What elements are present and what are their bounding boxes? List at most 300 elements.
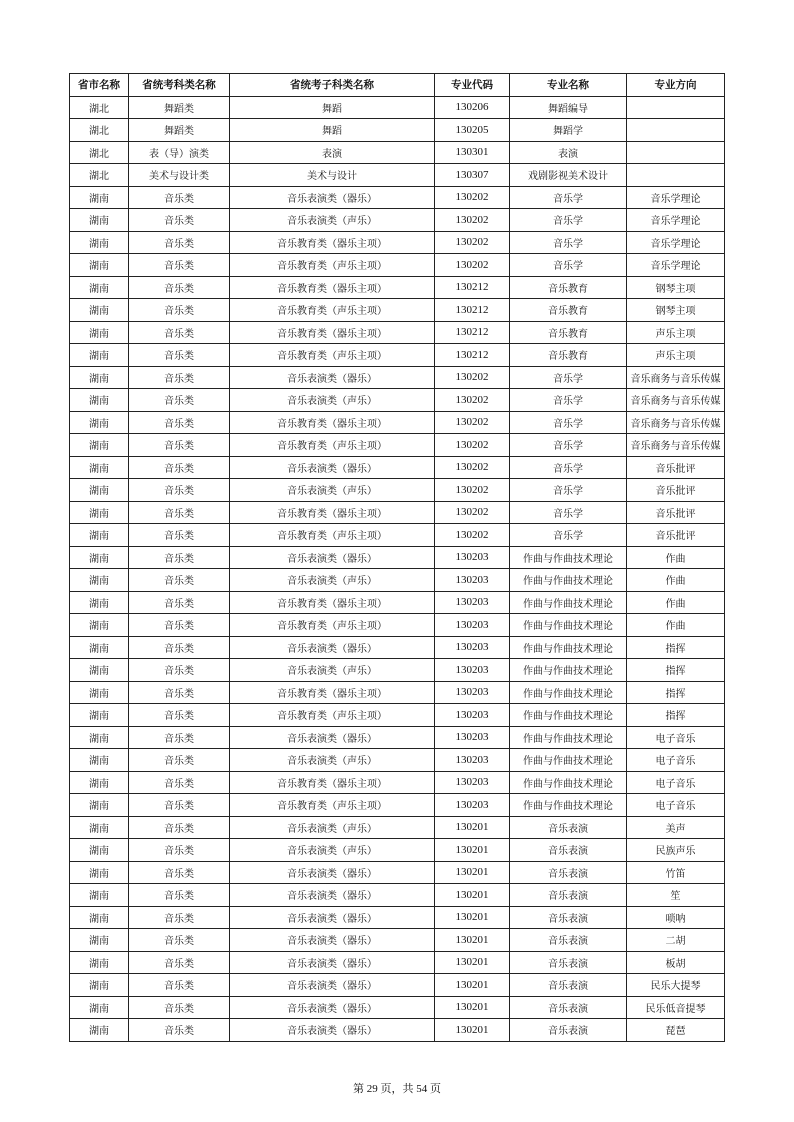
cell-province: 湖南 — [70, 569, 129, 592]
cell-subcategory: 音乐表演类（器乐） — [230, 861, 435, 884]
cell-category: 音乐类 — [129, 839, 230, 862]
cell-major-direction: 音乐商务与音乐传媒 — [627, 366, 725, 389]
cell-subcategory: 舞蹈 — [230, 119, 435, 142]
cell-subcategory: 音乐表演类（器乐） — [230, 884, 435, 907]
cell-subcategory: 音乐表演类（声乐） — [230, 479, 435, 502]
cell-major-name: 音乐学 — [510, 434, 627, 457]
cell-subcategory: 音乐教育类（声乐主项） — [230, 524, 435, 547]
cell-subcategory: 音乐教育类（器乐主项） — [230, 591, 435, 614]
cell-major-direction: 声乐主项 — [627, 344, 725, 367]
cell-major-direction — [627, 141, 725, 164]
cell-major-direction: 电子音乐 — [627, 794, 725, 817]
cell-major-direction: 指挥 — [627, 659, 725, 682]
cell-major-name: 舞蹈学 — [510, 119, 627, 142]
cell-major-name: 音乐表演 — [510, 884, 627, 907]
cell-major-name: 音乐教育 — [510, 321, 627, 344]
cell-category: 音乐类 — [129, 996, 230, 1019]
cell-category: 音乐类 — [129, 659, 230, 682]
table-row — [70, 636, 725, 659]
cell-province: 湖南 — [70, 996, 129, 1019]
cell-category: 音乐类 — [129, 231, 230, 254]
cell-major-code: 130203 — [435, 704, 510, 727]
cell-subcategory: 音乐教育类（器乐主项） — [230, 231, 435, 254]
cell-major-code: 130201 — [435, 884, 510, 907]
cell-major-direction: 指挥 — [627, 636, 725, 659]
cell-category: 美术与设计类 — [129, 164, 230, 187]
cell-major-name: 作曲与作曲技术理论 — [510, 569, 627, 592]
cell-province: 湖南 — [70, 501, 129, 524]
cell-subcategory: 音乐教育类（器乐主项） — [230, 501, 435, 524]
cell-province: 湖南 — [70, 681, 129, 704]
cell-major-code: 130201 — [435, 951, 510, 974]
cell-major-direction: 电子音乐 — [627, 726, 725, 749]
cell-major-name: 作曲与作曲技术理论 — [510, 749, 627, 772]
cell-major-code: 130307 — [435, 164, 510, 187]
cell-province: 湖南 — [70, 479, 129, 502]
cell-major-direction: 作曲 — [627, 546, 725, 569]
cell-subcategory: 音乐表演类（声乐） — [230, 749, 435, 772]
cell-province: 湖南 — [70, 749, 129, 772]
cell-major-code: 130203 — [435, 569, 510, 592]
table-row — [70, 479, 725, 502]
cell-major-name: 音乐表演 — [510, 816, 627, 839]
cell-subcategory: 音乐教育类（器乐主项） — [230, 321, 435, 344]
cell-province: 湖南 — [70, 366, 129, 389]
cell-major-name: 戏剧影视美术设计 — [510, 164, 627, 187]
cell-major-code: 130206 — [435, 96, 510, 119]
cell-major-code: 130201 — [435, 839, 510, 862]
cell-major-code: 130202 — [435, 254, 510, 277]
table-row — [70, 411, 725, 434]
cell-category: 音乐类 — [129, 704, 230, 727]
cell-province: 湖南 — [70, 299, 129, 322]
cell-subcategory: 音乐表演类（声乐） — [230, 389, 435, 412]
cell-category: 音乐类 — [129, 884, 230, 907]
cell-major-code: 130202 — [435, 389, 510, 412]
table-row — [70, 929, 725, 952]
cell-major-direction: 板胡 — [627, 951, 725, 974]
cell-major-direction: 美声 — [627, 816, 725, 839]
cell-major-direction: 音乐商务与音乐传媒 — [627, 389, 725, 412]
cell-major-name: 音乐学 — [510, 366, 627, 389]
cell-subcategory: 音乐表演类（声乐） — [230, 816, 435, 839]
cell-major-direction: 作曲 — [627, 614, 725, 637]
cell-major-code: 130203 — [435, 749, 510, 772]
cell-major-code: 130202 — [435, 366, 510, 389]
cell-subcategory: 音乐表演类（器乐） — [230, 929, 435, 952]
cell-subcategory: 音乐表演类（声乐） — [230, 659, 435, 682]
cell-major-direction: 声乐主项 — [627, 321, 725, 344]
cell-major-name: 作曲与作曲技术理论 — [510, 659, 627, 682]
cell-major-name: 音乐学 — [510, 501, 627, 524]
cell-major-code: 130202 — [435, 186, 510, 209]
cell-category: 音乐类 — [129, 726, 230, 749]
cell-province: 湖北 — [70, 141, 129, 164]
cell-major-code: 130212 — [435, 299, 510, 322]
cell-province: 湖南 — [70, 186, 129, 209]
cell-major-direction: 指挥 — [627, 704, 725, 727]
cell-province: 湖南 — [70, 636, 129, 659]
table-row — [70, 141, 725, 164]
cell-subcategory: 音乐表演类（器乐） — [230, 636, 435, 659]
cell-major-name: 音乐学 — [510, 186, 627, 209]
cell-major-code: 130301 — [435, 141, 510, 164]
table-row — [70, 884, 725, 907]
cell-subcategory: 音乐表演类（声乐） — [230, 839, 435, 862]
cell-major-direction: 二胡 — [627, 929, 725, 952]
cell-major-name: 音乐学 — [510, 479, 627, 502]
cell-subcategory: 音乐表演类（声乐） — [230, 209, 435, 232]
cell-category: 舞蹈类 — [129, 119, 230, 142]
cell-category: 音乐类 — [129, 569, 230, 592]
cell-category: 音乐类 — [129, 951, 230, 974]
cell-category: 音乐类 — [129, 614, 230, 637]
cell-major-name: 音乐学 — [510, 456, 627, 479]
cell-major-direction: 音乐学理论 — [627, 209, 725, 232]
table-row — [70, 434, 725, 457]
cell-major-direction: 民乐低音提琴 — [627, 996, 725, 1019]
table-row — [70, 501, 725, 524]
cell-major-direction: 音乐批评 — [627, 479, 725, 502]
cell-subcategory: 音乐教育类（声乐主项） — [230, 794, 435, 817]
cell-major-name: 音乐学 — [510, 411, 627, 434]
header-major-name: 专业名称 — [510, 74, 627, 97]
cell-major-direction — [627, 164, 725, 187]
header-major-code: 专业代码 — [435, 74, 510, 97]
cell-province: 湖南 — [70, 659, 129, 682]
cell-province: 湖南 — [70, 546, 129, 569]
table-row — [70, 164, 725, 187]
cell-major-direction: 音乐学理论 — [627, 254, 725, 277]
cell-category: 音乐类 — [129, 681, 230, 704]
cell-category: 音乐类 — [129, 524, 230, 547]
cell-province: 湖南 — [70, 276, 129, 299]
cell-category: 音乐类 — [129, 546, 230, 569]
table-row — [70, 794, 725, 817]
cell-subcategory: 音乐教育类（声乐主项） — [230, 614, 435, 637]
cell-province: 湖南 — [70, 254, 129, 277]
cell-major-code: 130201 — [435, 861, 510, 884]
cell-major-code: 130202 — [435, 524, 510, 547]
cell-province: 湖南 — [70, 771, 129, 794]
cell-major-direction: 指挥 — [627, 681, 725, 704]
cell-category: 音乐类 — [129, 636, 230, 659]
cell-category: 音乐类 — [129, 501, 230, 524]
cell-category: 音乐类 — [129, 591, 230, 614]
cell-province: 湖南 — [70, 929, 129, 952]
cell-major-code: 130201 — [435, 906, 510, 929]
cell-major-name: 音乐学 — [510, 209, 627, 232]
cell-subcategory: 音乐教育类（声乐主项） — [230, 704, 435, 727]
table-row — [70, 389, 725, 412]
cell-category: 音乐类 — [129, 816, 230, 839]
cell-major-direction: 民族声乐 — [627, 839, 725, 862]
cell-category: 舞蹈类 — [129, 96, 230, 119]
table-row — [70, 524, 725, 547]
table-row — [70, 186, 725, 209]
cell-major-code: 130202 — [435, 456, 510, 479]
cell-subcategory: 舞蹈 — [230, 96, 435, 119]
cell-major-name: 作曲与作曲技术理论 — [510, 681, 627, 704]
cell-subcategory: 音乐表演类（器乐） — [230, 726, 435, 749]
cell-major-name: 音乐表演 — [510, 839, 627, 862]
cell-major-name: 音乐表演 — [510, 906, 627, 929]
cell-subcategory: 音乐表演类（器乐） — [230, 186, 435, 209]
cell-major-code: 130212 — [435, 276, 510, 299]
cell-category: 音乐类 — [129, 434, 230, 457]
cell-major-name: 音乐表演 — [510, 951, 627, 974]
table-row — [70, 569, 725, 592]
cell-major-direction: 电子音乐 — [627, 749, 725, 772]
cell-major-code: 130203 — [435, 681, 510, 704]
cell-major-code: 130202 — [435, 411, 510, 434]
cell-subcategory: 音乐教育类（声乐主项） — [230, 344, 435, 367]
cell-province: 湖南 — [70, 884, 129, 907]
cell-major-name: 作曲与作曲技术理论 — [510, 636, 627, 659]
cell-subcategory: 音乐教育类（器乐主项） — [230, 771, 435, 794]
cell-major-code: 130202 — [435, 231, 510, 254]
cell-major-direction: 音乐批评 — [627, 501, 725, 524]
table-row — [70, 726, 725, 749]
cell-subcategory: 音乐教育类（器乐主项） — [230, 681, 435, 704]
cell-major-name: 作曲与作曲技术理论 — [510, 614, 627, 637]
cell-category: 音乐类 — [129, 254, 230, 277]
table-row — [70, 974, 725, 997]
cell-major-code: 130203 — [435, 614, 510, 637]
cell-province: 湖南 — [70, 231, 129, 254]
cell-subcategory: 音乐表演类（声乐） — [230, 569, 435, 592]
cell-major-direction: 音乐商务与音乐传媒 — [627, 434, 725, 457]
table-row — [70, 209, 725, 232]
table-row — [70, 704, 725, 727]
cell-major-direction: 音乐商务与音乐传媒 — [627, 411, 725, 434]
page-footer: 第 29 页，共 54 页 — [353, 1083, 441, 1095]
cell-subcategory: 音乐教育类（声乐主项） — [230, 299, 435, 322]
table-row — [70, 614, 725, 637]
cell-major-name: 音乐教育 — [510, 276, 627, 299]
cell-major-code: 130203 — [435, 591, 510, 614]
cell-category: 音乐类 — [129, 906, 230, 929]
cell-major-direction: 电子音乐 — [627, 771, 725, 794]
cell-category: 音乐类 — [129, 1019, 230, 1042]
cell-subcategory: 音乐表演类（器乐） — [230, 906, 435, 929]
table-row — [70, 96, 725, 119]
table-row — [70, 254, 725, 277]
cell-category: 音乐类 — [129, 974, 230, 997]
cell-category: 音乐类 — [129, 344, 230, 367]
cell-subcategory: 音乐表演类（器乐） — [230, 974, 435, 997]
cell-category: 音乐类 — [129, 479, 230, 502]
cell-province: 湖南 — [70, 321, 129, 344]
cell-major-name: 音乐表演 — [510, 861, 627, 884]
cell-major-code: 130203 — [435, 771, 510, 794]
cell-province: 湖南 — [70, 794, 129, 817]
cell-major-code: 130202 — [435, 501, 510, 524]
table-row — [70, 276, 725, 299]
cell-category: 音乐类 — [129, 929, 230, 952]
cell-subcategory: 音乐教育类（器乐主项） — [230, 276, 435, 299]
cell-province: 湖南 — [70, 726, 129, 749]
table-row — [70, 816, 725, 839]
table-row — [70, 231, 725, 254]
cell-major-name: 作曲与作曲技术理论 — [510, 726, 627, 749]
table-row — [70, 546, 725, 569]
cell-province: 湖南 — [70, 389, 129, 412]
cell-major-direction: 音乐批评 — [627, 456, 725, 479]
cell-major-name: 作曲与作曲技术理论 — [510, 771, 627, 794]
cell-category: 音乐类 — [129, 794, 230, 817]
cell-category: 音乐类 — [129, 209, 230, 232]
cell-major-direction: 钢琴主项 — [627, 276, 725, 299]
cell-subcategory: 音乐教育类（声乐主项） — [230, 254, 435, 277]
admissions-table — [69, 73, 725, 1042]
cell-subcategory: 音乐表演类（器乐） — [230, 366, 435, 389]
cell-major-name: 作曲与作曲技术理论 — [510, 794, 627, 817]
cell-province: 湖南 — [70, 906, 129, 929]
cell-major-code: 130212 — [435, 344, 510, 367]
cell-province: 湖北 — [70, 164, 129, 187]
cell-subcategory: 美术与设计 — [230, 164, 435, 187]
cell-province: 湖北 — [70, 119, 129, 142]
cell-major-name: 音乐学 — [510, 254, 627, 277]
cell-subcategory: 音乐表演类（器乐） — [230, 951, 435, 974]
cell-subcategory: 音乐表演类（器乐） — [230, 996, 435, 1019]
cell-major-direction: 音乐批评 — [627, 524, 725, 547]
cell-major-name: 音乐表演 — [510, 929, 627, 952]
table-row — [70, 591, 725, 614]
table-row — [70, 771, 725, 794]
cell-major-code: 130203 — [435, 726, 510, 749]
cell-category: 音乐类 — [129, 771, 230, 794]
cell-major-code: 130201 — [435, 996, 510, 1019]
cell-major-direction: 作曲 — [627, 591, 725, 614]
cell-province: 湖南 — [70, 951, 129, 974]
cell-major-direction: 音乐学理论 — [627, 186, 725, 209]
cell-category: 音乐类 — [129, 366, 230, 389]
cell-subcategory: 音乐表演类（器乐） — [230, 546, 435, 569]
cell-category: 音乐类 — [129, 321, 230, 344]
cell-major-code: 130201 — [435, 974, 510, 997]
cell-province: 湖南 — [70, 434, 129, 457]
header-subcategory: 省统考子科类名称 — [230, 74, 435, 97]
cell-major-code: 130201 — [435, 816, 510, 839]
cell-province: 湖南 — [70, 591, 129, 614]
cell-province: 湖北 — [70, 96, 129, 119]
table-row — [70, 861, 725, 884]
cell-province: 湖南 — [70, 816, 129, 839]
cell-subcategory: 音乐表演类（器乐） — [230, 1019, 435, 1042]
cell-province: 湖南 — [70, 1019, 129, 1042]
table-row — [70, 906, 725, 929]
cell-major-direction: 唢呐 — [627, 906, 725, 929]
cell-category: 音乐类 — [129, 861, 230, 884]
table-row — [70, 951, 725, 974]
table-row — [70, 366, 725, 389]
cell-province: 湖南 — [70, 861, 129, 884]
table-row — [70, 456, 725, 479]
cell-category: 音乐类 — [129, 456, 230, 479]
cell-major-direction: 笙 — [627, 884, 725, 907]
cell-major-code: 130205 — [435, 119, 510, 142]
cell-subcategory: 音乐教育类（器乐主项） — [230, 411, 435, 434]
cell-major-direction: 民乐大提琴 — [627, 974, 725, 997]
cell-province: 湖南 — [70, 456, 129, 479]
cell-category: 音乐类 — [129, 749, 230, 772]
table-row — [70, 1019, 725, 1042]
cell-major-code: 130212 — [435, 321, 510, 344]
cell-major-direction — [627, 119, 725, 142]
cell-province: 湖南 — [70, 524, 129, 547]
cell-major-name: 音乐表演 — [510, 1019, 627, 1042]
cell-category: 音乐类 — [129, 299, 230, 322]
cell-major-code: 130202 — [435, 479, 510, 502]
cell-major-code: 130202 — [435, 209, 510, 232]
table-row — [70, 119, 725, 142]
cell-province: 湖南 — [70, 614, 129, 637]
cell-major-direction: 竹笛 — [627, 861, 725, 884]
cell-category: 音乐类 — [129, 389, 230, 412]
cell-major-name: 作曲与作曲技术理论 — [510, 704, 627, 727]
cell-major-name: 作曲与作曲技术理论 — [510, 591, 627, 614]
table-row — [70, 321, 725, 344]
header-major-direction: 专业方向 — [627, 74, 725, 97]
cell-province: 湖南 — [70, 344, 129, 367]
cell-major-code: 130203 — [435, 546, 510, 569]
table-row — [70, 344, 725, 367]
cell-province: 湖南 — [70, 209, 129, 232]
table-row — [70, 681, 725, 704]
cell-major-direction: 作曲 — [627, 569, 725, 592]
cell-province: 湖南 — [70, 411, 129, 434]
table-row — [70, 839, 725, 862]
cell-category: 音乐类 — [129, 411, 230, 434]
cell-major-name: 舞蹈编导 — [510, 96, 627, 119]
cell-major-name: 音乐表演 — [510, 996, 627, 1019]
cell-province: 湖南 — [70, 704, 129, 727]
cell-major-direction: 钢琴主项 — [627, 299, 725, 322]
table-row — [70, 996, 725, 1019]
cell-major-code: 130203 — [435, 636, 510, 659]
cell-major-name: 作曲与作曲技术理论 — [510, 546, 627, 569]
cell-major-code: 130203 — [435, 659, 510, 682]
cell-major-name: 音乐教育 — [510, 299, 627, 322]
cell-province: 湖南 — [70, 974, 129, 997]
cell-category: 表（导）演类 — [129, 141, 230, 164]
cell-major-name: 音乐学 — [510, 524, 627, 547]
table-row — [70, 659, 725, 682]
cell-major-direction: 音乐学理论 — [627, 231, 725, 254]
cell-major-name: 音乐教育 — [510, 344, 627, 367]
cell-major-name: 表演 — [510, 141, 627, 164]
header-province: 省市名称 — [70, 74, 129, 97]
cell-subcategory: 表演 — [230, 141, 435, 164]
cell-major-direction: 琵琶 — [627, 1019, 725, 1042]
cell-category: 音乐类 — [129, 276, 230, 299]
cell-major-direction — [627, 96, 725, 119]
cell-subcategory: 音乐表演类（器乐） — [230, 456, 435, 479]
cell-major-code: 130201 — [435, 1019, 510, 1042]
table-row — [70, 749, 725, 772]
cell-province: 湖南 — [70, 839, 129, 862]
table-header-row — [70, 74, 725, 97]
cell-major-code: 130201 — [435, 929, 510, 952]
cell-category: 音乐类 — [129, 186, 230, 209]
table-row — [70, 299, 725, 322]
cell-major-code: 130202 — [435, 434, 510, 457]
cell-major-code: 130203 — [435, 794, 510, 817]
header-category: 省统考科类名称 — [129, 74, 230, 97]
cell-subcategory: 音乐教育类（声乐主项） — [230, 434, 435, 457]
